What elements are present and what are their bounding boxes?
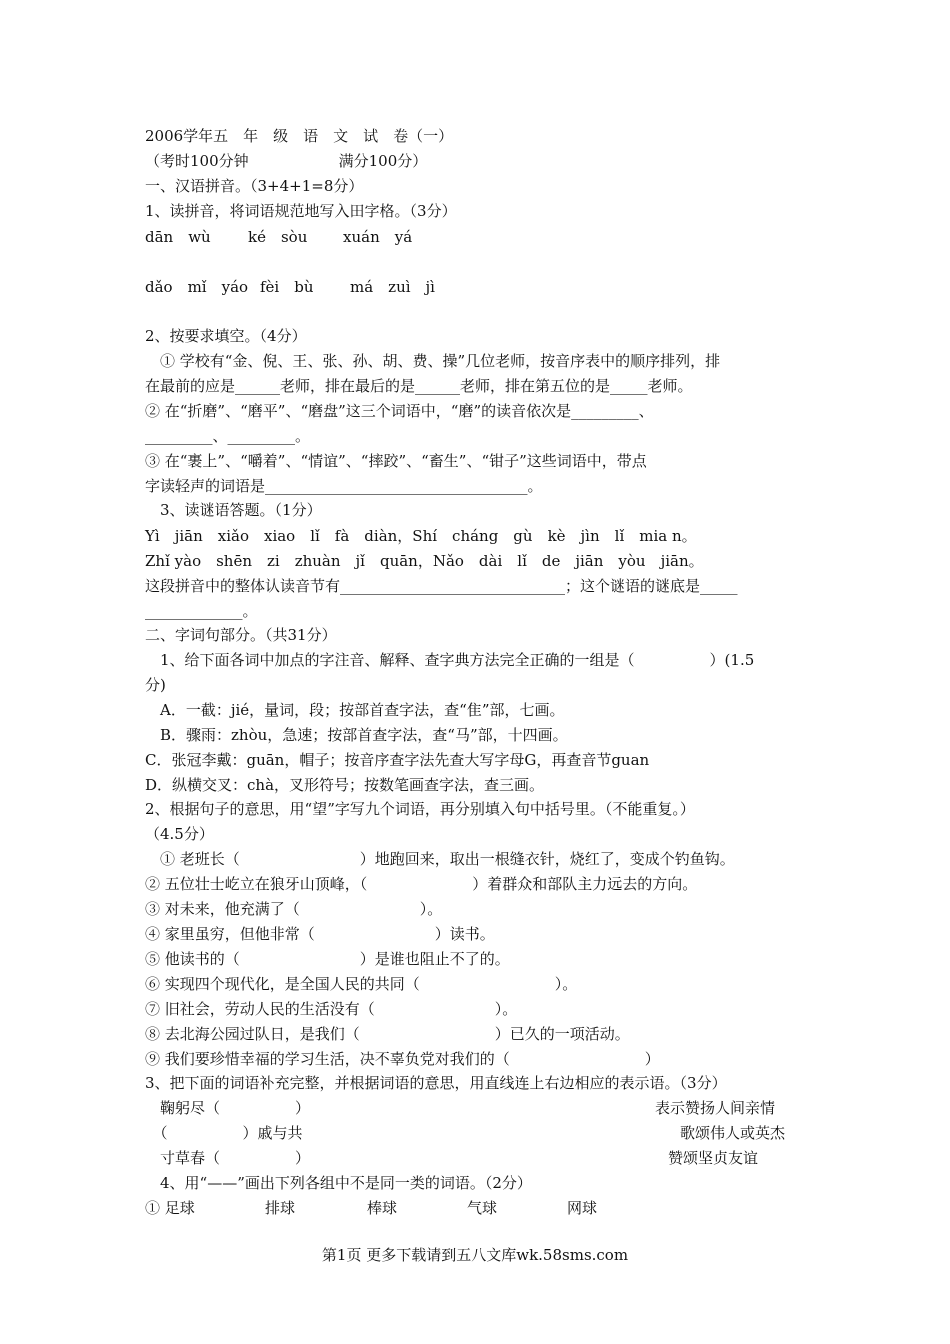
- section-1-heading: 一、汉语拼音。（3+4+1=8分）: [145, 177, 364, 195]
- word-item: 排球: [265, 1199, 296, 1217]
- idiom-right-2: 歌颂伟人或英杰: [680, 1124, 786, 1142]
- word-item: 棒球: [367, 1199, 398, 1217]
- s2-q2-item-7: ⑦ 旧社会，劳动人民的生活没有（ ）。: [145, 1000, 518, 1018]
- idiom-right-3: 赞颂坚贞友谊: [668, 1149, 759, 1167]
- word-item: ① 足球: [145, 1199, 195, 1217]
- s1-q2-item-1b: 在最前的应是______老师，排在最后的是______老师，排在第五位的是_____老师。: [145, 377, 693, 395]
- s1-q2-item-2b: _________、_________。: [145, 427, 311, 445]
- s2-q1-option-b: B．骤雨：zhòu，急速；按部首查字法，查“马”部，十四画。: [145, 726, 568, 744]
- s2-q2-item-1: ① 老班长（ ）地跑回来，取出一根缝衣针，烧红了，变成个钓鱼钩。: [145, 850, 735, 868]
- s2-q2-item-2: ② 五位壮士屹立在狼牙山顶峰，（ ）着群众和部队主力远去的方向。: [145, 875, 698, 893]
- pinyin-row-2: [145, 277, 435, 297]
- pinyin-row-1: [145, 227, 412, 247]
- exam-subtitle: （考时100分钟 满分100分）: [145, 152, 428, 170]
- idiom-left-1: 鞠躬尽（ ）: [145, 1099, 311, 1117]
- riddle-question-a: 这段拼音中的整体认读音节有______________________________；这个谜语的谜底是_____: [145, 577, 738, 595]
- word-item: 气球: [467, 1199, 498, 1217]
- section-2-heading: 二、字词句部分。（共31分）: [145, 626, 337, 644]
- riddle-question-b: _____________。: [145, 602, 258, 620]
- s2-q1-title-b: 分): [145, 676, 166, 694]
- page-footer: 第1页 更多下载请到五八文库wk.58sms.com: [321, 1246, 629, 1264]
- s1-q3-title: 3、读谜语答题。（1分）: [145, 501, 322, 519]
- exam-title: 2006学年五 年 级 语 文 试 卷（一）: [145, 127, 454, 145]
- s2-q1-title-a: 1、给下面各词中加点的字注音、解释、查字典方法完全正确的一组是（ ）(1.5: [145, 651, 755, 669]
- pinyin-word: ké sòu: [248, 228, 308, 246]
- s2-q4-title: 4、用“——”画出下列各组中不是同一类的词语。（2分）: [145, 1174, 532, 1192]
- s2-q2-title-a: 2、根据句子的意思，用“望”字写九个词语，再分别填入句中括号里。（不能重复。）: [145, 800, 695, 818]
- word-group-1: [145, 1198, 597, 1218]
- s2-q1-option-c: C．张冠李戴：guān，帽子；按音序查字法先查大写字母G，再查音节guan: [145, 751, 650, 769]
- s2-q1-option-a: A．一截：jié，量词，段；按部首查字法，查“隹”部，七画。: [145, 701, 565, 719]
- pinyin-word: xuán yá: [343, 228, 413, 246]
- s2-q1-option-d: D．纵横交叉：chà，叉形符号；按数笔画查字法，查三画。: [145, 776, 545, 794]
- s2-q3-title: 3、把下面的词语补充完整，并根据词语的意思，用直线连上右边相应的表示语。（3分）: [145, 1074, 727, 1092]
- pinyin-word: fèi bù: [260, 278, 314, 296]
- s2-q2-item-5: ⑤ 他读书的（ ）是谁也阻止不了的。: [145, 950, 510, 968]
- word-item: 网球: [567, 1199, 598, 1217]
- s2-q2-item-8: ⑧ 去北海公园过队日，是我们（ ）已久的一项活动。: [145, 1025, 630, 1043]
- s1-q1-title: 1、读拼音，将词语规范地写入田字格。（3分）: [145, 202, 457, 220]
- idiom-left-2: （ ）戚与共: [145, 1124, 303, 1142]
- s1-q2-item-3b: 字读轻声的词语是___________________________________。: [145, 477, 543, 495]
- s1-q2-item-3a: ③ 在“裹上”、“嚼着”、“情谊”、“摔跤”、“畜生”、“钳子”这些词语中，带点: [145, 452, 647, 470]
- pinyin-word: dǎo mǐ yáo: [145, 278, 249, 296]
- s2-q2-item-6: ⑥ 实现四个现代化，是全国人民的共同（ ）。: [145, 975, 578, 993]
- s2-q2-item-3: ③ 对未来，他充满了（ ）。: [145, 900, 443, 918]
- s1-q2-title: 2、按要求填空。（4分）: [145, 327, 307, 345]
- s1-q2-item-1a: ① 学校有“金、倪、王、张、孙、胡、费、操”几位老师，按音序表中的顺序排列，排: [145, 352, 721, 370]
- s2-q2-title-b: （4.5分）: [145, 825, 214, 843]
- riddle-line-2: Zhǐ yào shēn zi zhuàn jǐ quān，Nǎo dài lǐ de jiān yòu jiān。: [145, 552, 704, 570]
- pinyin-word: má zuì jì: [350, 278, 435, 296]
- s1-q2-item-2a: ② 在“折磨”、“磨平”、“磨盘”这三个词语中，“磨”的读音依次是_________、: [145, 402, 654, 420]
- idiom-left-3: 寸草春（ ）: [145, 1149, 311, 1167]
- s2-q2-item-4: ④ 家里虽穷，但他非常（ ）读书。: [145, 925, 495, 943]
- s2-q2-item-9: ⑨ 我们要珍惜幸福的学习生活，决不辜负党对我们的（ ）: [145, 1050, 660, 1068]
- pinyin-word: dān wù: [145, 228, 211, 246]
- riddle-line-1: Yì jiān xiǎo xiao lǐ fà diàn，Shí cháng gù kè jìn lǐ mia n。: [145, 527, 697, 545]
- idiom-right-1: 表示赞扬人间亲情: [655, 1099, 776, 1117]
